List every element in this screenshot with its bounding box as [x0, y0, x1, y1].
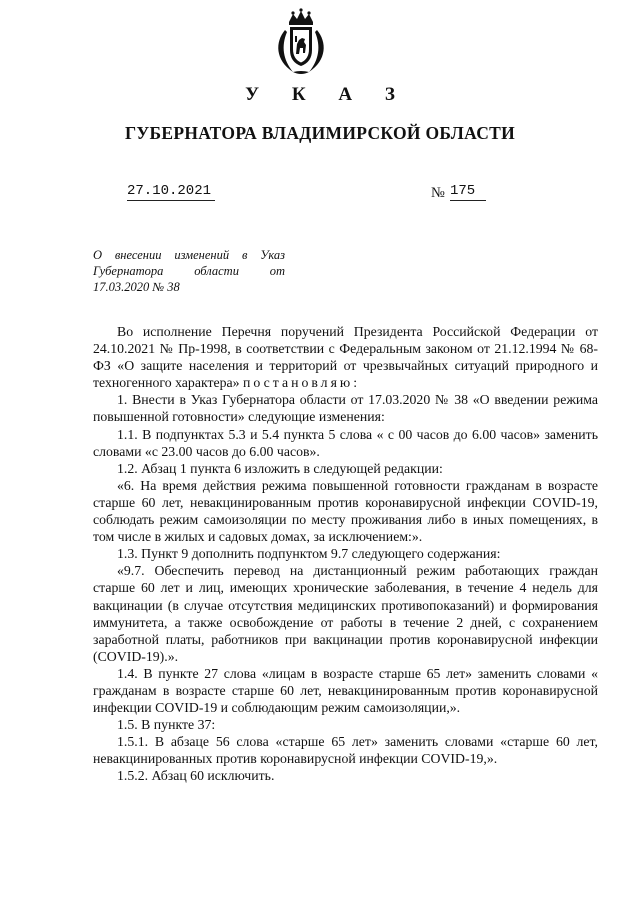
decree-subject: О внесении изменений в Указ Губернатора области от 17.03.2020 № 38 — [93, 248, 285, 294]
coat-of-arms-icon — [271, 8, 331, 76]
paragraph-1-5-1: 1.5.1. В абзаце 56 слова «старше 65 лет» заменить словами «старше 60 лет, невакцинированных против коронавирусной инфекции COVID-19,». — [93, 734, 598, 767]
decree-body — [93, 323, 598, 785]
paragraph-1-5: 1.5. В пункте 37: — [117, 717, 216, 733]
paragraph-1-2: 1.2. Абзац 1 пункта 6 изложить в следующей редакции: — [117, 460, 443, 476]
resolve-word: постановляю: — [243, 375, 361, 391]
paragraph-1: 1. Внести в Указ Губернатора области от 17.03.2020 № 38 «О введении режима повышенной готовности» следующие изменения: — [93, 392, 598, 425]
preamble-text: Во исполнение Перечня поручений Президента Российской Федерации от 24.10.2021 № Пр-1998, в соответствии с Федеральным законом от 21.12.1994 № 68-ФЗ «О защите населения и территорий от чрезвычайных ситуаций природного и техногенного характера» — [93, 324, 598, 391]
quote-point-9-7: «9.7. Обеспечить перевод на дистанционный режим работающих граждан старше 60 лет и лиц, имеющих хронические заболевания, в течение 4 недель для вакцинации (в случае отсутствия медицинских противопоказаний) и формирования иммунитета, а также освобождение от работы в течение 2 дней, с сохранением заработной платы, работников при вакцинации против коронавирусной инфекции (COVID-19).». — [93, 563, 598, 664]
number-label: № — [431, 185, 445, 201]
decree-date: 27.10.2021 — [127, 183, 215, 201]
quote-point-6: «6. На время действия режима повышенной готовности гражданам в возрасте старше 60 лет, невакцинированным против коронавирусной инфекции COVID-19, соблюдать режим самоизоляции по месту проживания либо в иных помещениях, в том числе в жилых и садовых домах, за исключением:». — [93, 477, 598, 545]
decree-title: У К А З — [245, 84, 409, 105]
decree-number: 175 — [450, 183, 486, 201]
preamble-paragraph — [93, 323, 598, 391]
paragraph-1-3: 1.3. Пункт 9 дополнить подпунктом 9.7 следующего содержания: — [117, 546, 501, 562]
issuer-title: ГУБЕРНАТОРА ВЛАДИМИРСКОЙ ОБЛАСТИ — [124, 123, 516, 143]
paragraph-1-5-2: 1.5.2. Абзац 60 исключить. — [117, 768, 275, 784]
paragraph-1-1: 1.1. В подпунктах 5.3 и 5.4 пункта 5 слова « с 00 часов до 6.00 часов» заменить словами «с 23.00 часов до 6.00 часов». — [93, 426, 598, 459]
paragraph-1-4: 1.4. В пункте 27 слова «лицам в возрасте старше 65 лет» заменить словами « гражданам в возрасте старше 60 лет, невакцинированным против коронавирусной инфекции COVID-19 и соблюдающим режим самоизоляции,». — [93, 665, 598, 716]
